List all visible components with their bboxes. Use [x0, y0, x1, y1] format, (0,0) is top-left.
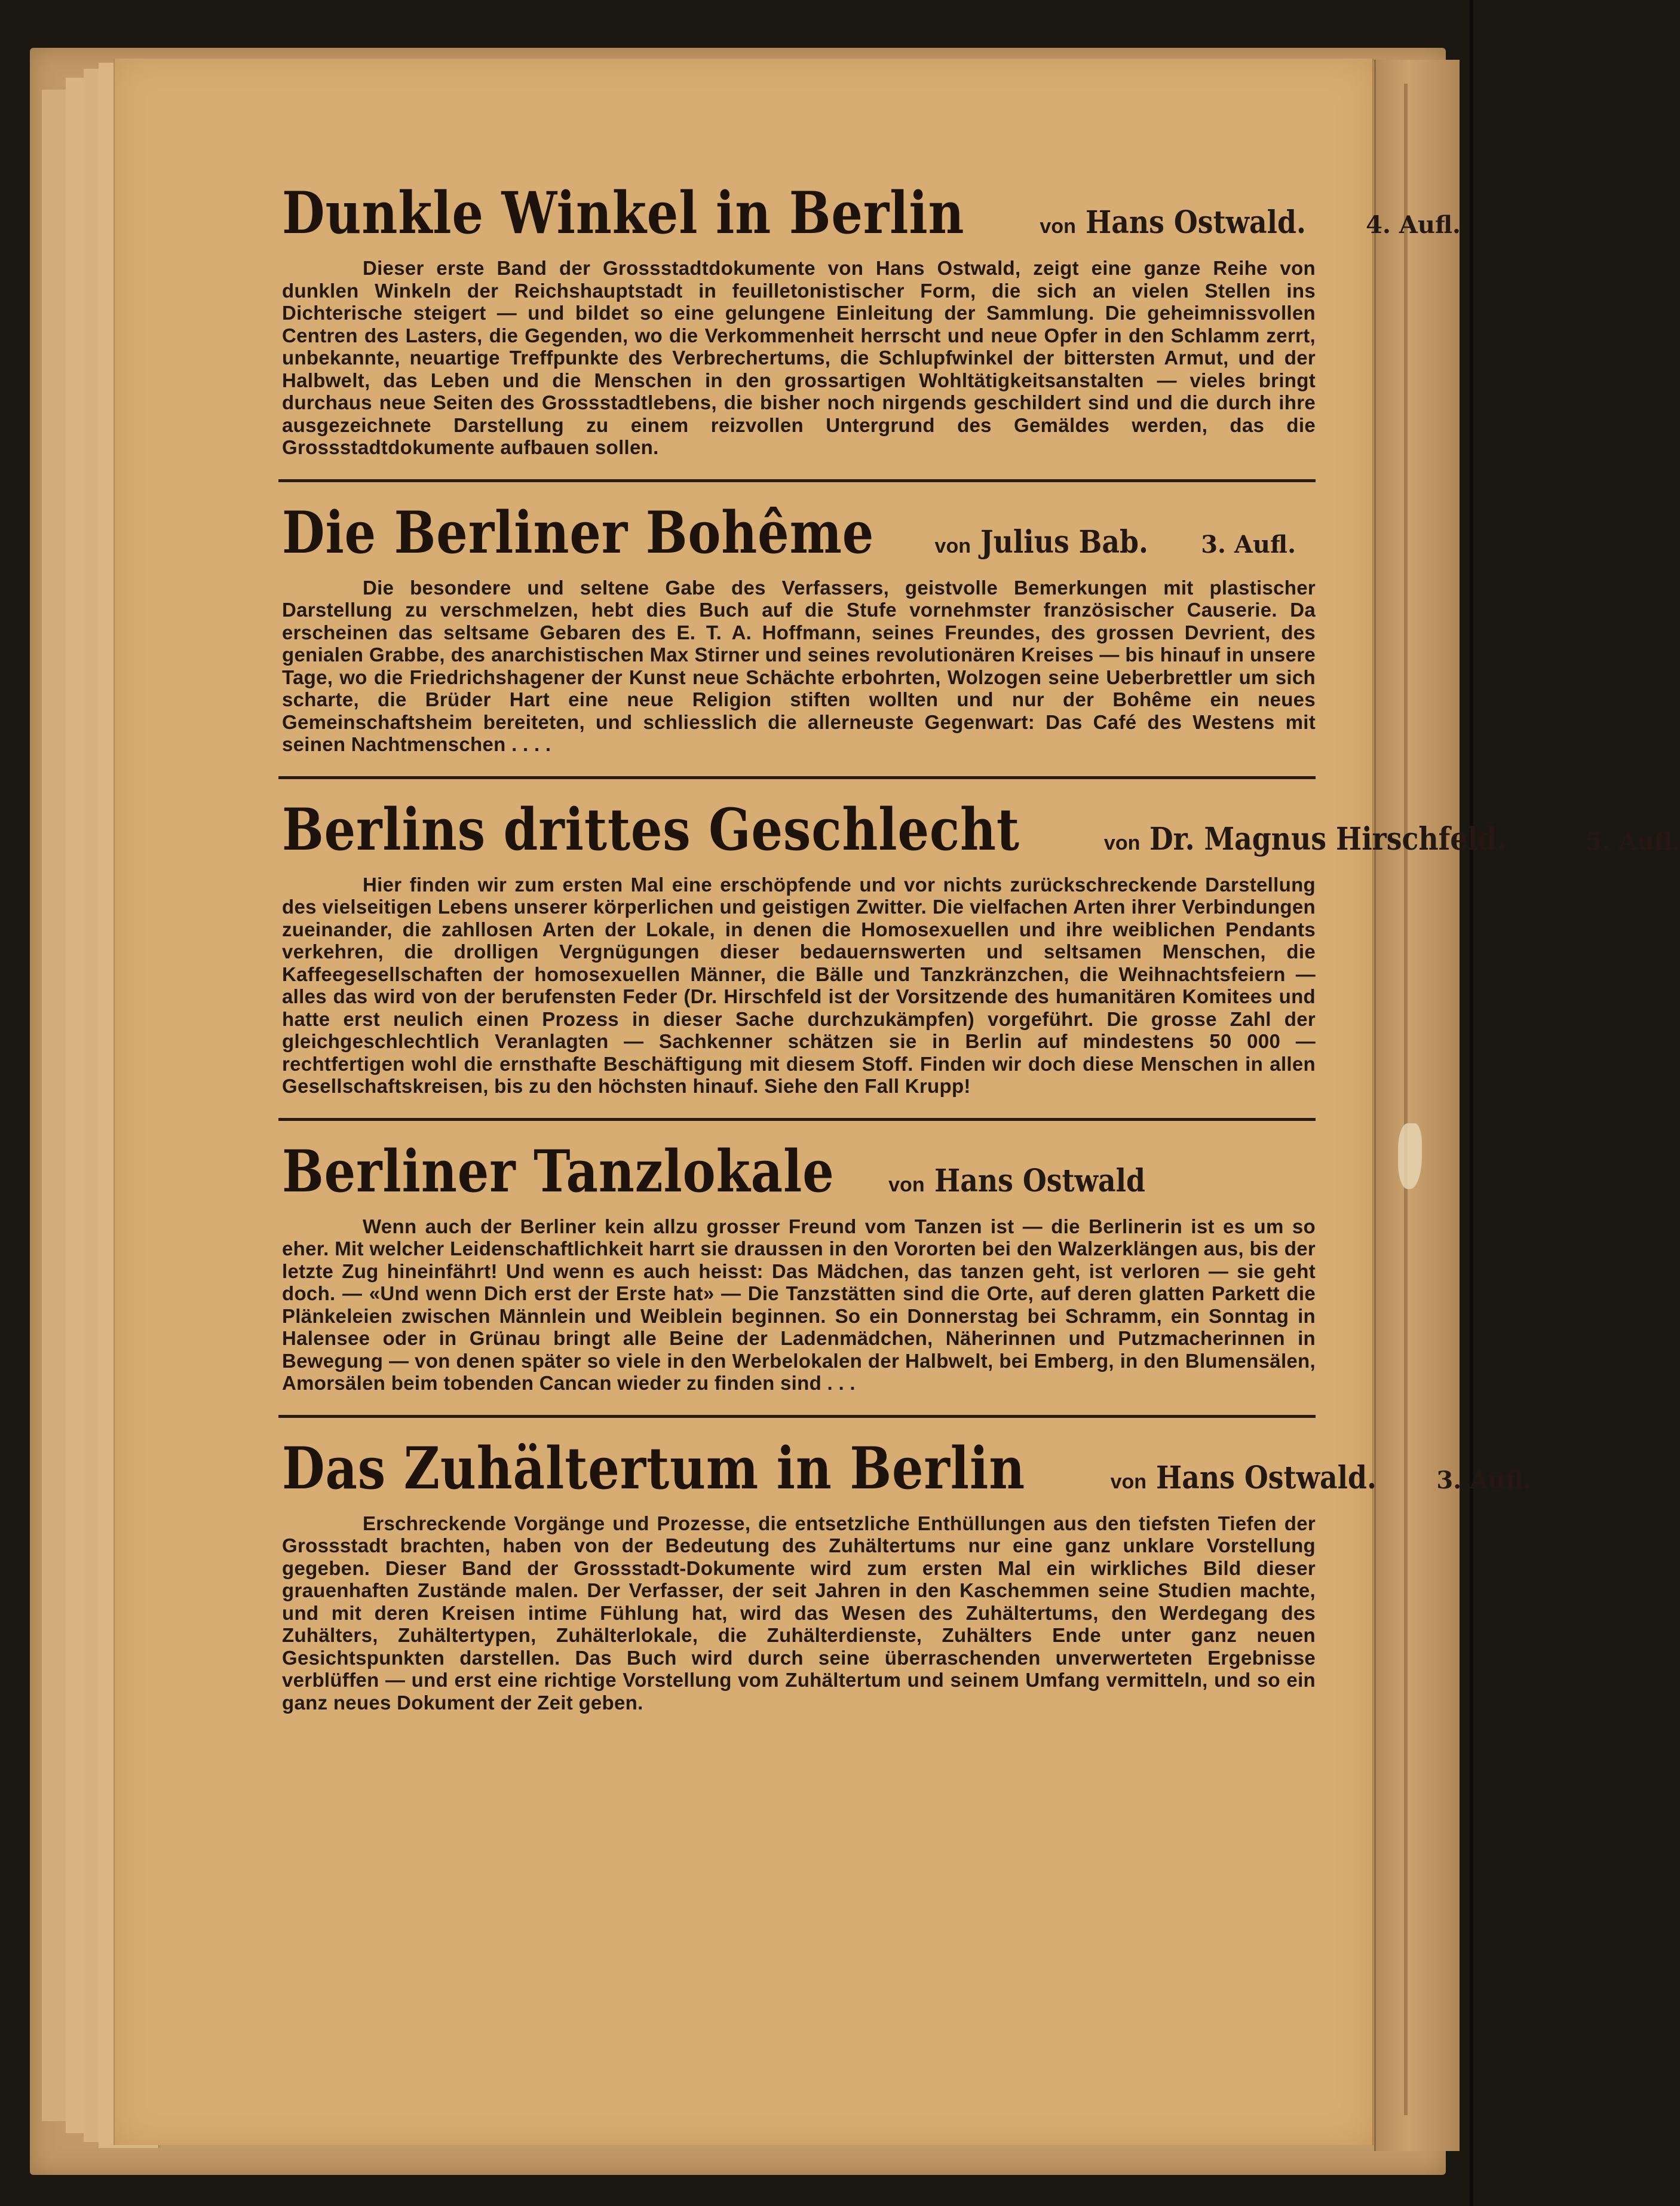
book-title: Dunkle Winkel in Berlin: [282, 179, 965, 247]
book-description: Erschreckende Vorgänge und Prozesse, die entsetzliche Enthüllungen aus den tiefsten Tiefen der Grossstadt brachten, haben von der Bedeutung des Zuhältertums nur eine ganz unklare Vorstellung gegeben. Dieser Band der Grossstadt-Dokumente wird zum ersten Mal ein wirkliches Bild dieser grauenhaften Zustände malen. Der Verfasser, der seit Jahren in den Kaschemmen seine Studien machte, und mit deren Kreisen intime Fühlung hat, wird das Wesen des Zuhältertums, den Werdegang des Zuhälters, Zuhältertypen, Zuhälterlokale, die Zuhälterdienste, Zuhälters Ende unter ganz neuen Gesichtspunkten darstellen. Das Buch wird durch seine überraschenden unverwerteten Ergebnisse verblüffen — und erst eine richtige Vorstellung vom Zuhältertum und seinem Umfang vermitteln, und so ein ganz neues Dokument der Zeit geben.: [282, 1512, 1316, 1714]
paper-damage: [1398, 1123, 1422, 1189]
book-description: Dieser erste Band der Grossstadtdokumente von Hans Ostwald, zeigt eine ganze Reihe von dunklen Winkeln der Reichshauptstadt in feuilletonistischer Form, die sich an vielen Stellen ins Dichterische steigert — und bildet so eine gelungene Einleitung der Sammlung. Die geheimnissvollen Centren des Lasters, die Gegenden, wo die Verkommenheit herrscht und neue Opfer in den Schlamm zerrt, unbekannte, neuartige Treffpunkte des Verbrechertums, die Schlupfwinkel der bittersten Armut, und der Halbwelt, das Leben und die Menschen in den grossartigen Wohltätigkeitsanstalten — vieles bringt durchaus neue Seiten des Grossstadtlebens, die bisher noch nirgends geschildert sind und die durch ihre ausgezeichnete Darstellung zu einem reizvollen Untergrund des Gemäldes werden, das die Grossstadtdokumente aufbauen sollen.: [282, 257, 1316, 458]
book-listing-dunkle-winkel: [282, 179, 1461, 459]
von-label: von: [934, 534, 971, 557]
book-listing-zuhaeltertum: [282, 1434, 1532, 1714]
book-listing-berliner-boheme: [282, 499, 1316, 756]
book-author: Julius Bab.: [980, 523, 1148, 560]
book-author: Hans Ostwald.: [1156, 1459, 1377, 1496]
von-label: von: [1110, 1470, 1147, 1493]
book-edition: 3. Aufl.: [1436, 1466, 1532, 1494]
section-divider: [278, 776, 1316, 779]
von-label: von: [1040, 215, 1076, 238]
book-edition: 5. Aufl.: [1585, 827, 1680, 856]
listing-heading: [282, 1434, 1532, 1505]
book-title: Berliner Tanzlokale: [282, 1137, 835, 1205]
listing-heading: [282, 1138, 1316, 1208]
listing-heading: [282, 499, 1316, 569]
listing-heading: [282, 795, 1680, 866]
book-edition: 3. Aufl.: [1201, 530, 1296, 559]
book-listing-drittes-geschlecht: [282, 795, 1680, 1098]
book-author: Dr. Magnus Hirschfeld.: [1149, 820, 1507, 857]
book-title: Das Zuhältertum in Berlin: [282, 1434, 1026, 1502]
section-divider: [278, 1118, 1316, 1121]
book-description: Die besondere und seltene Gabe des Verfassers, geistvolle Bemerkungen mit plastischer Darstellung zu verschmelzen, hebt dies Buch auf die Stufe vornehmster französischer Causerie. Da erscheinen das seltsame Gebaren des E. T. A. Hoffmann, seines Freundes, des grossen Devrient, des genialen Grabbe, des anarchistischen Max Stirner und seines revolutionären Kreises — bis hinauf in unsere Tage, wo die Friedrichshagener der Kunst neue Schächte erbohrten, Wolzogen seine Ueberbrettler um sich scharte, die Brüder Hart eine neue Religion stiften wollten und nur der Bohême ein neues Gemeinschaftsheim bereiteten, und schliesslich die allerneuste Gegenwart: Das Café des Westens mit seinen Nachtmenschen . . . .: [282, 576, 1316, 755]
von-label: von: [888, 1173, 925, 1196]
book-title: Die Berliner Bohême: [282, 498, 875, 566]
book-author: Hans Ostwald: [934, 1162, 1145, 1199]
book-edition: 4. Aufl.: [1366, 211, 1461, 239]
cover-right-board: [1374, 60, 1460, 2151]
book-title: Berlins drittes Geschlecht: [282, 795, 1020, 863]
book-description: Hier finden wir zum ersten Mal eine erschöpfende und vor nichts zurückschreckende Darstellung des vielseitigen Lebens unserer körperlichen und geistigen Zwitter. Die vielfachen Arten ihrer Verbindungen zueinander, die zahllosen Arten der Lokale, in denen die Homosexuellen und ihre weiblichen Pendants verkehren, die drolligen Vergnügungen dieser bedauernswerten und seltsamen Menschen, die Kaffeegesellschaften der homosexuellen Männer, die Bälle und Tanzkränzchen, die Weihnachtsfeiern — alles das wird von der berufensten Feder (Dr. Hirschfeld ist der Vorsitzende des humanitären Komitees und hatte erst neulich einen Prozess in dieser Sache durchzukämpfen) vorgeführt. Die grosse Zahl der gleichgeschlechtlich Veranlagten — Sachkenner schätzen sie in Berlin auf mindestens 50 000 — rechtfertigen wohl die ernsthafte Beschäftigung mit diesem Stoff. Finden wir doch diese Menschen in allen Gesellschaftskreisen, bis zu den höchsten hinauf. Siehe den Fall Krupp!: [282, 873, 1316, 1097]
book-description: Wenn auch der Berliner kein allzu grosser Freund vom Tanzen ist — die Berlinerin ist es um so eher. Mit welcher Leidenschaftlichkeit harrt sie draussen in den Vororten bei den Walzerklängen aus, bis der letzte Zug hineinfährt! Und wenn es auch heisst: Das Mädchen, das tanzen geht, ist verloren — sie geht doch. — «Und wenn Dich erst der Erste hat» — Die Tanzstätten sind die Orte, auf deren glatten Parkett die Plänkeleien zwischen Männlein und Weiblein beginnen. So ein Donnerstag bei Schramm, ein Sonntag in Halensee oder in Grünau bringt alle Beine der Ladenmädchen, Näherinnen und Putzmacherinnen in Bewegung — von denen später so viele in den Werbelokalen der Halbwelt, bei Emberg, in den Blumensälen, Amorsälen beim tobenden Cancan wieder zu finden sind . . .: [282, 1215, 1316, 1394]
book-listing-tanzlokale: [282, 1138, 1316, 1395]
page-content: [282, 179, 1680, 1714]
scan-border: [1470, 0, 1473, 2206]
von-label: von: [1103, 831, 1141, 854]
cover-edge-line: [1404, 84, 1408, 2115]
section-divider: [278, 479, 1316, 482]
section-divider: [278, 1415, 1316, 1418]
book-author: Hans Ostwald.: [1085, 204, 1306, 241]
listing-heading: [282, 179, 1461, 250]
